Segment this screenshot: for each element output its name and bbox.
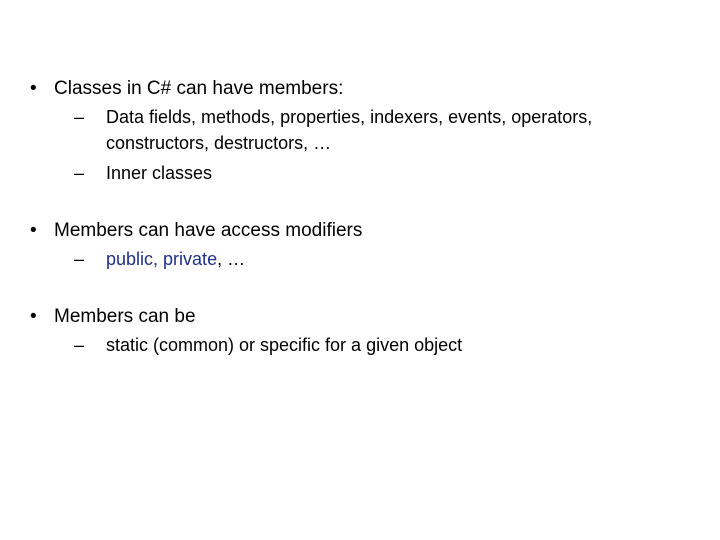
dash-icon: – [74, 107, 85, 127]
bullet-icon: • [30, 220, 37, 241]
dash-icon: – [74, 163, 85, 183]
keyword-private: private [163, 249, 218, 269]
dash-icon: – [74, 249, 85, 269]
sub-item-inner-classes [74, 160, 700, 186]
sub-item-static-or-specific [74, 332, 700, 358]
sub-item-text: static (common) or specific for a given object [106, 335, 463, 355]
bullet-icon: • [30, 306, 37, 327]
sub-list [54, 246, 700, 272]
sub-item-text: Inner classes [106, 163, 213, 183]
sub-item-text: Data fields, methods, properties, indexers, events, operators, constructors, destructors, … [106, 107, 593, 153]
bullet-icon: • [30, 78, 37, 99]
bullet-text: Classes in C# can have members: [54, 78, 344, 99]
dash-icon: – [74, 335, 85, 355]
bullet-item-class-members [30, 74, 700, 186]
sub-item-member-kinds [74, 104, 700, 156]
bullet-list [30, 74, 700, 358]
sub-item-modifier-list [74, 246, 700, 272]
bullet-text: Members can have access modifiers [54, 220, 363, 241]
sub-list [54, 332, 700, 358]
sub-item-tail: , … [217, 249, 246, 269]
bullet-text: Members can be [54, 306, 196, 327]
keyword-separator: , [153, 249, 164, 269]
bullet-item-access-modifiers [30, 216, 700, 272]
bullet-item-members-can-be [30, 302, 700, 358]
keyword-public: public [106, 249, 154, 269]
sub-list [54, 104, 700, 186]
